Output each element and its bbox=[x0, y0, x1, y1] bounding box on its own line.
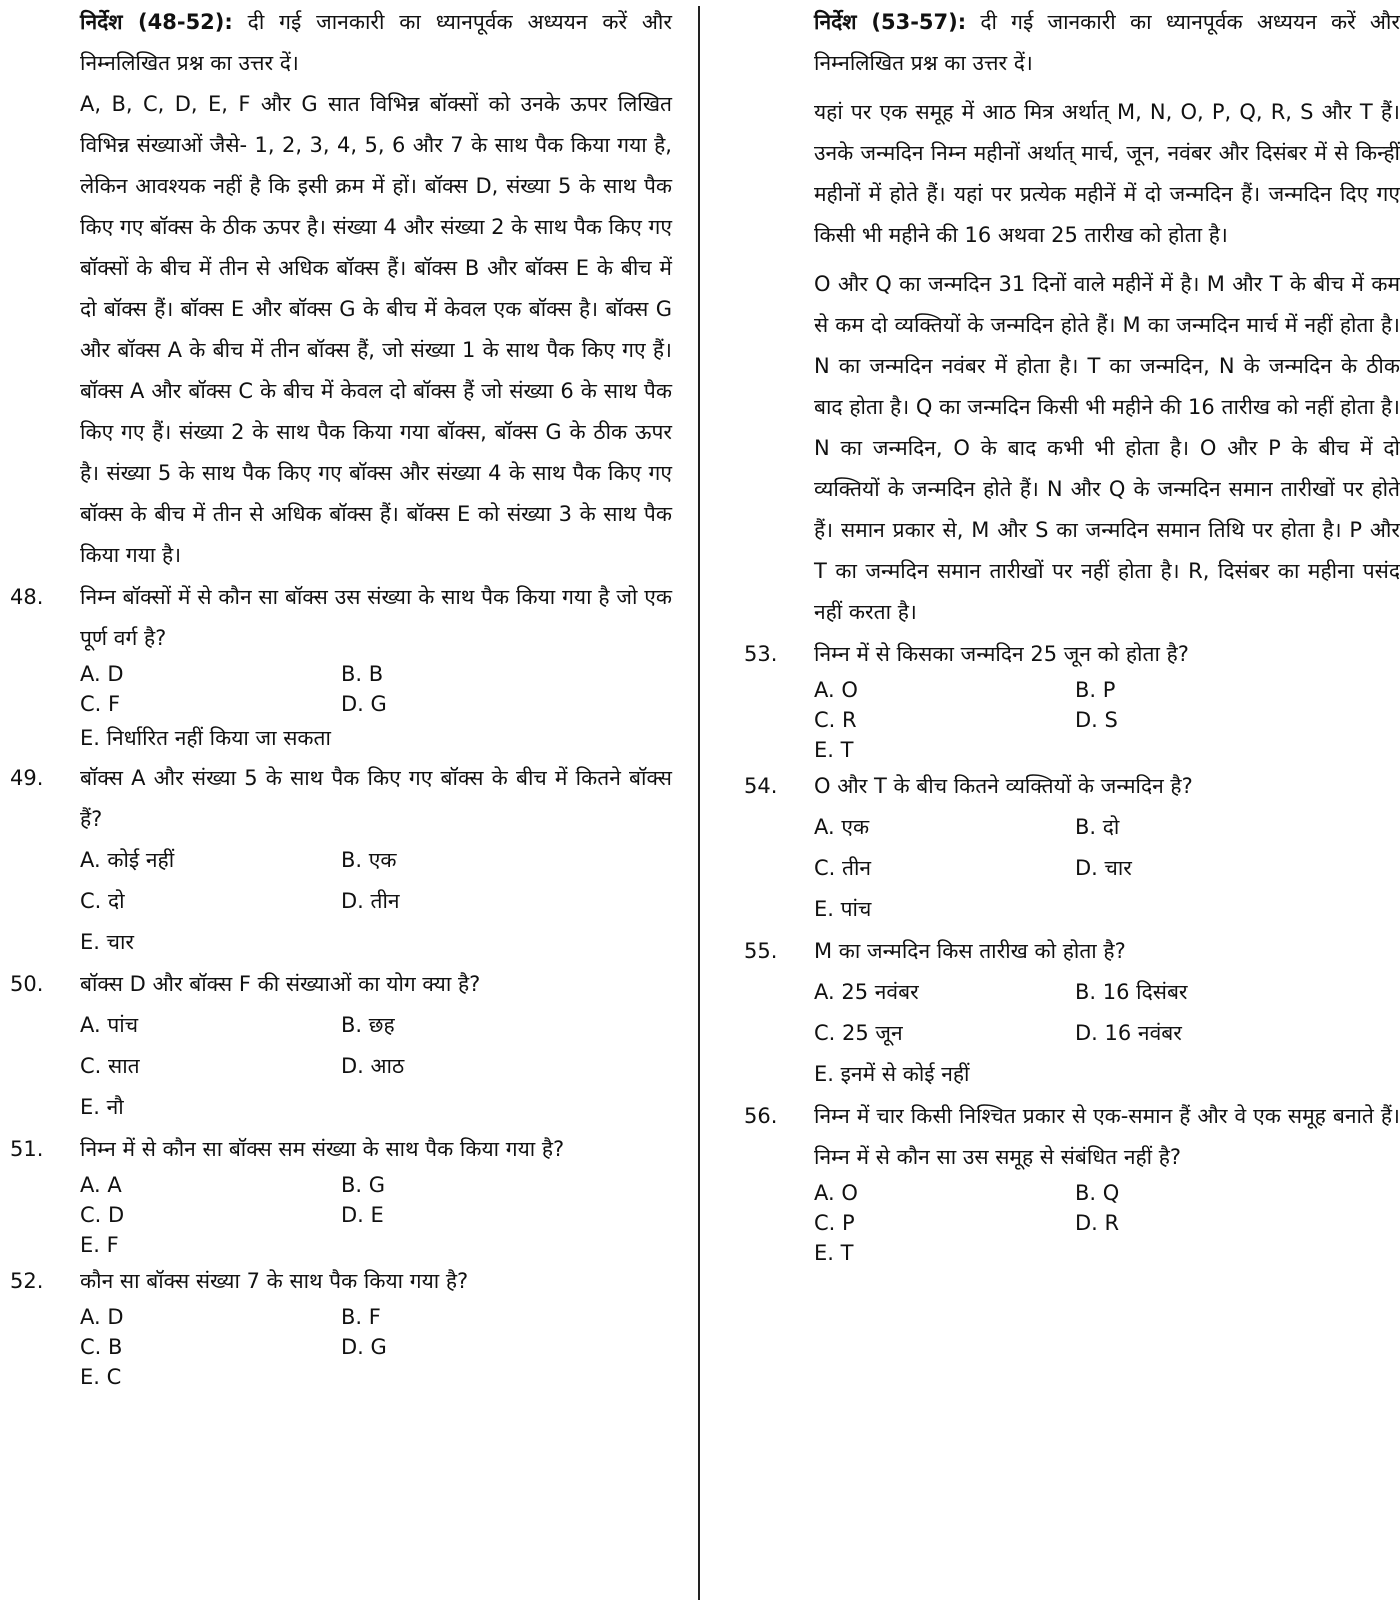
question-52 bbox=[0, 1261, 672, 1392]
option-b[interactable]: B. F bbox=[341, 1305, 381, 1329]
option-d[interactable]: D. S bbox=[1075, 708, 1118, 732]
option-e[interactable]: E. नौ bbox=[80, 1095, 124, 1119]
options bbox=[80, 1302, 672, 1392]
option-c[interactable]: C. B bbox=[80, 1335, 123, 1359]
option-c[interactable]: C. दो bbox=[80, 889, 125, 913]
directions-paragraph-1: यहां पर एक समूह में आठ मित्र अर्थात् M, N, O, P, Q, R, S और T हैं। उनके जन्मदिन निम्न महीनों अर्थात् मार्च, जून, नवंबर और दिसंबर में से किन्हीं महीनों में होते हैं। यहां पर प्रत्येक महीनें में दो जन्मदिन हैं। जन्मदिन दिए गए किसी भी महीने की 16 अथवा 25 तारीख को होता है। bbox=[814, 100, 1400, 247]
option-b[interactable]: B. G bbox=[341, 1173, 386, 1197]
options bbox=[814, 1178, 1400, 1268]
question-text: निम्न में से किसका जन्मदिन 25 जून को होता है? bbox=[814, 642, 1189, 666]
question-51 bbox=[0, 1129, 672, 1260]
question-56 bbox=[734, 1096, 1400, 1268]
question-text: कौन सा बॉक्स संख्या 7 के साथ पैक किया गया है? bbox=[80, 1269, 469, 1293]
option-a[interactable]: A. 25 नवंबर bbox=[814, 980, 919, 1004]
question-number: 48. bbox=[10, 585, 44, 609]
left-column bbox=[0, 2, 672, 1392]
directions-heading: निर्देश (53-57): bbox=[814, 10, 967, 34]
option-b[interactable]: B. Q bbox=[1075, 1181, 1120, 1205]
option-a[interactable]: A. A bbox=[80, 1173, 122, 1197]
option-a[interactable]: A. O bbox=[814, 1181, 858, 1205]
question-55 bbox=[734, 931, 1400, 1095]
option-d[interactable]: D. आठ bbox=[341, 1054, 405, 1078]
option-d[interactable]: D. R bbox=[1075, 1211, 1120, 1235]
option-c[interactable]: C. तीन bbox=[814, 856, 872, 880]
directions-body: A, B, C, D, E, F और G सात विभिन्न बॉक्सों को उनके ऊपर लिखित विभिन्न संख्याओं जैसे- 1, 2, 3, 4, 5, 6 और 7 के साथ पैक किया गया है, लेकिन आवश्यक नहीं है कि इसी क्रम में हों। बॉक्स D, संख्या 5 के साथ पैक किए गए बॉक्स के ठीक ऊपर है। संख्या 4 और संख्या 2 के साथ पैक किए गए बॉक्सों के बीच में तीन से अधिक बॉक्स हैं। बॉक्स B और बॉक्स E के बीच में दो बॉक्स हैं। बॉक्स E और बॉक्स G के बीच में केवल एक बॉक्स है। बॉक्स G और बॉक्स A के बीच में तीन बॉक्स हैं, जो संख्या 1 के साथ पैक किए गए हैं। बॉक्स A और बॉक्स C के बीच में केवल दो बॉक्स हैं जो संख्या 6 के साथ पैक किए गए हैं। संख्या 2 के साथ पैक किया गया बॉक्स, बॉक्स G के ठीक ऊपर है। संख्या 5 के साथ पैक किए गए बॉक्स और संख्या 4 के साथ पैक किए गए बॉक्स के बीच में तीन से अधिक बॉक्स हैं। बॉक्स E को संख्या 3 के साथ पैक किया गया है। bbox=[80, 92, 672, 567]
column-divider bbox=[698, 6, 700, 1600]
option-a[interactable]: A. D bbox=[80, 1305, 124, 1329]
option-e[interactable]: E. निर्धारित नहीं किया जा सकता bbox=[80, 726, 331, 750]
question-number: 50. bbox=[10, 972, 44, 996]
option-d[interactable]: D. तीन bbox=[341, 889, 400, 913]
directions-intro: दी गई जानकारी का ध्यानपूर्वक अध्ययन करें और निम्नलिखित प्रश्न का उत्तर दें। bbox=[814, 10, 1400, 75]
option-c[interactable]: C. P bbox=[814, 1211, 855, 1235]
options bbox=[80, 659, 672, 757]
option-d[interactable]: D. G bbox=[341, 692, 387, 716]
option-c[interactable]: C. R bbox=[814, 708, 857, 732]
question-text: M का जन्मदिन किस तारीख को होता है? bbox=[814, 939, 1126, 963]
option-b[interactable]: B. P bbox=[1075, 678, 1116, 702]
option-e[interactable]: E. C bbox=[80, 1365, 122, 1389]
question-text: बॉक्स A और संख्या 5 के साथ पैक किए गए बॉक्स के बीच में कितने बॉक्स हैं? bbox=[80, 766, 672, 831]
question-number: 54. bbox=[744, 774, 778, 798]
option-d[interactable]: D. E bbox=[341, 1203, 384, 1227]
option-d[interactable]: D. चार bbox=[1075, 856, 1132, 880]
option-a[interactable]: A. पांच bbox=[80, 1013, 139, 1037]
options bbox=[80, 1170, 672, 1260]
question-number: 51. bbox=[10, 1137, 44, 1161]
directions-53-57 bbox=[814, 2, 1400, 633]
question-number: 55. bbox=[744, 939, 778, 963]
options bbox=[814, 675, 1400, 765]
question-text: निम्न में से कौन सा बॉक्स सम संख्या के साथ पैक किया गया है? bbox=[80, 1137, 565, 1161]
question-text: O और T के बीच कितने व्यक्तियों के जन्मदिन है? bbox=[814, 774, 1193, 798]
question-49 bbox=[0, 758, 672, 963]
options bbox=[814, 972, 1400, 1095]
option-e[interactable]: E. इनमें से कोई नहीं bbox=[814, 1062, 970, 1086]
question-54 bbox=[734, 766, 1400, 930]
question-50 bbox=[0, 964, 672, 1128]
option-c[interactable]: C. सात bbox=[80, 1054, 140, 1078]
options bbox=[80, 1005, 672, 1128]
question-text: निम्न में चार किसी निश्चित प्रकार से एक-समान हैं और वे एक समूह बनाते हैं। निम्न में से कौन सा उस समूह से संबंधित नहीं है? bbox=[814, 1104, 1400, 1169]
question-48 bbox=[0, 577, 672, 757]
option-b[interactable]: B. 16 दिसंबर bbox=[1075, 980, 1188, 1004]
right-column bbox=[734, 2, 1400, 1268]
option-e[interactable]: E. T bbox=[814, 1241, 854, 1265]
option-e[interactable]: E. F bbox=[80, 1233, 119, 1257]
question-number: 52. bbox=[10, 1269, 44, 1293]
option-c[interactable]: C. 25 जून bbox=[814, 1021, 903, 1045]
directions-paragraph-2: O और Q का जन्मदिन 31 दिनों वाले महीनें में है। M और T के बीच में कम से कम दो व्यक्तियों के जन्मदिन होते हैं। M का जन्मदिन मार्च में नहीं होता है। N का जन्मदिन नवंबर में होता है। T का जन्मदिन, N के जन्मदिन के ठीक बाद होता है। Q का जन्मदिन किसी भी महीने की 16 तारीख को नहीं होता है। N का जन्मदिन, O के बाद कभी भी होता है। O और P के बीच में दो व्यक्तियों के जन्मदिन होते हैं। N और Q के जन्मदिन समान तारीखों पर होते हैं। समान प्रकार से, M और S का जन्मदिन समान तिथि पर होता है। P और T का जन्मदिन समान तारीखों पर नहीं होता है। R, दिसंबर का महीना पसंद नहीं करता है। bbox=[814, 272, 1400, 624]
option-d[interactable]: D. 16 नवंबर bbox=[1075, 1021, 1182, 1045]
option-b[interactable]: B. एक bbox=[341, 848, 397, 872]
question-number: 56. bbox=[744, 1104, 778, 1128]
option-c[interactable]: C. F bbox=[80, 692, 121, 716]
option-c[interactable]: C. D bbox=[80, 1203, 125, 1227]
option-e[interactable]: E. चार bbox=[80, 930, 134, 954]
option-d[interactable]: D. G bbox=[341, 1335, 387, 1359]
options bbox=[814, 807, 1400, 930]
question-number: 49. bbox=[10, 766, 44, 790]
question-53 bbox=[734, 634, 1400, 765]
options bbox=[80, 840, 672, 963]
question-number: 53. bbox=[744, 642, 778, 666]
option-b[interactable]: B. B bbox=[341, 662, 384, 686]
question-text: बॉक्स D और बॉक्स F की संख्याओं का योग क्या है? bbox=[80, 972, 481, 996]
option-a[interactable]: A. O bbox=[814, 678, 858, 702]
option-a[interactable]: A. D bbox=[80, 662, 124, 686]
option-b[interactable]: B. छह bbox=[341, 1013, 395, 1037]
option-a[interactable]: A. एक bbox=[814, 815, 870, 839]
option-e[interactable]: E. T bbox=[814, 738, 854, 762]
directions-heading: निर्देश (48-52): bbox=[80, 10, 233, 34]
option-a[interactable]: A. कोई नहीं bbox=[80, 848, 175, 872]
question-text: निम्न बॉक्सों में से कौन सा बॉक्स उस संख्या के साथ पैक किया गया है जो एक पूर्ण वर्ग है? bbox=[80, 585, 672, 650]
option-b[interactable]: B. दो bbox=[1075, 815, 1120, 839]
directions-48-52 bbox=[80, 2, 672, 576]
directions-intro: दी गई जानकारी का ध्यानपूर्वक अध्ययन करें और निम्नलिखित प्रश्न का उत्तर दें। bbox=[80, 10, 672, 75]
option-e[interactable]: E. पांच bbox=[814, 897, 872, 921]
